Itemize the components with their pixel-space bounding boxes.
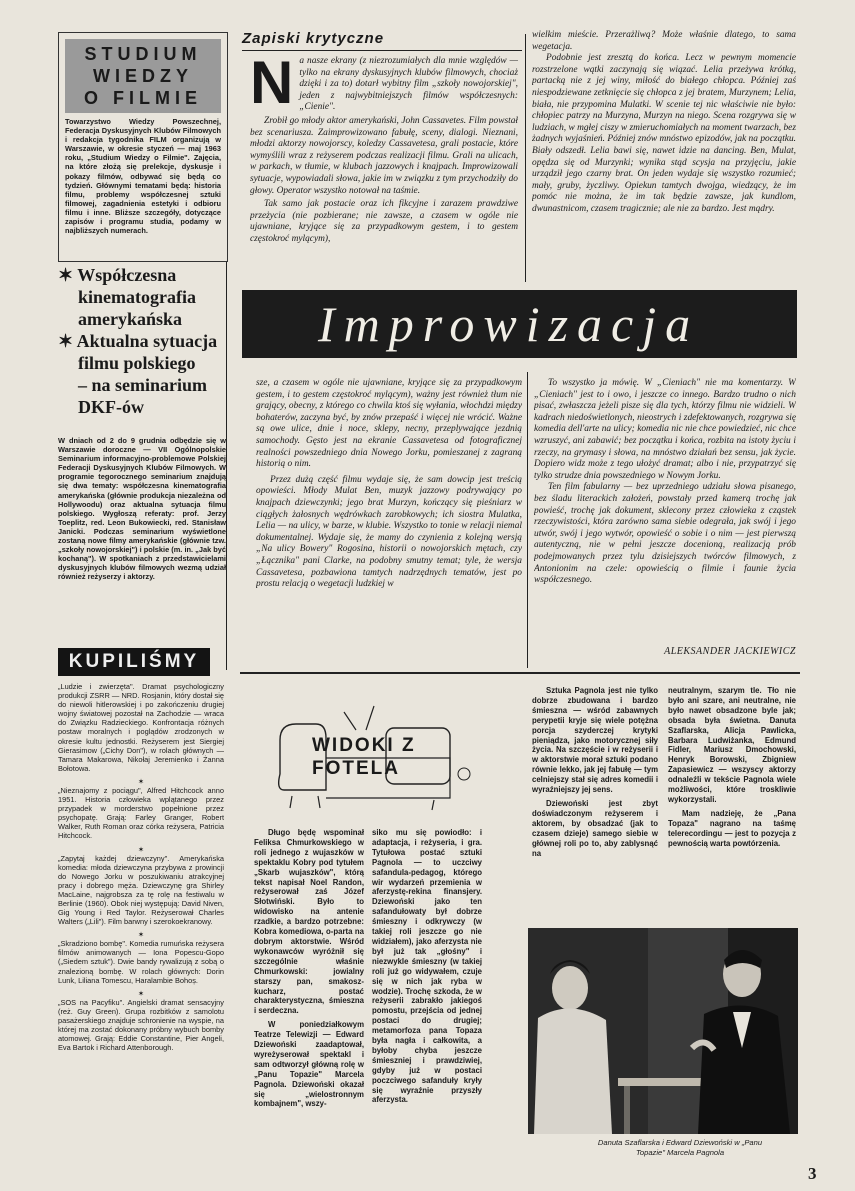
kupilismy-item: „Ludzie i zwierzęta". Dramat psychologiczny produkcji ZSRR — NRD. Rosjanin, który dostał się do niewoli hitlerowskiej i po zakończeniu drugiej wojny światowej pozostał na Zachodzie — wraca do Związku Radzieckiego. Konfrontacja różnych postaw moralnych i poglądów zrodzonych w okresie kultu jednostki. Reżyserem jest Siergiej Gierasimow („Cichy Don"), w rolach głównych — Tamara Makarowa, Nikołaj Jeremienko i Żanna Bołotowa.: [58, 682, 224, 773]
paragraph: Sztuka Pagnola jest nie tylko dobrze zbudowana i bardzo śmieszna — wśród zabawnych perypetii kryje się wiele potężna porcja szyderczej krytyki pieniądza, jako motorycznej siły życia. Na szczęście i w reżyserii i w aktorstwie morał sztuki podano równie lekko, jak jej fabułę — tym celniejszy stał się adres komedii i wyraźniejszy jej sens.: [532, 686, 658, 795]
drop-cap: N: [250, 56, 294, 116]
zapiski-column-1: [250, 56, 518, 288]
kupilismy-banner: [58, 648, 210, 676]
paragraph: W poniedziałkowym Teatrze Telewizji — Edward Dziewoński zaadaptował, wyreżyserował spektakl i sam odtworzył główną rolę w „Panu Topazie" Marcela Pagnola. Dziewoński okazał się „wielostronnym kombajnem", wszy-: [254, 1020, 364, 1109]
zapiski-header: [242, 30, 522, 51]
widoki-column-3: [532, 686, 658, 924]
studium-title-line-3: O FILMIE: [84, 88, 202, 108]
improwizacja-title: Improwizacja: [318, 296, 700, 352]
zapiski-column-2: [532, 30, 796, 288]
scene-photo: [528, 928, 798, 1134]
paragraph: neutralnym, szarym tle. Tło nie było ani szare, ani neutralne, nie było nawet obsadzone byle jak; obsada była świetna. Danuta Szaflarska, Alicja Pawlicka, Barbara Ludwiżanka, Edmund Fidler, Mariusz Dmochowski, Henryk Borowski, Zbigniew Zapasiewicz — wszyscy aktorzy odnaleźli w tekście Pagnola wiele możliwości, które troskliwie wykorzystali.: [668, 686, 796, 804]
kupilismy-item: „Skradziono bombę". Komedia rumuńska reżysera filmów animowanych — Iona Popescu-Gopo („Siedem sztuk"). Dwie bandy rywalizują z sobą o znalezioną bombę. W rolach głównych: Dorin Lunk, Liliana Tomescu, Haralambie Bohoș.: [58, 939, 224, 985]
seminar-headline-line-3: amerykańska: [78, 309, 183, 329]
improwizacja-banner: [242, 290, 797, 358]
paragraph: Podobnie jest zresztą do końca. Lecz w pewnym momencie rozstrzelone wątki zaczynają się wiązać. Lelia przeżywa krótką, partacką nie z jej winy, miłość do białego chłopca. Później zaś niespodziewane zetknięcie się chłopca z jej bratem, Murzynem; Lelia, biała, nie przypomina Mulatki. W scenie tej nic właściwie nie było: chłopiec patrzy na Murzyna, Murzyn na niego. Scena rozgrywa się w ludziach, w mgłej ciszy w zmieruchomiałych na moment twarzach, bez żadnych wyjaśnień. Później znów mnóstwo epizodów, jak na początku. Biały odszedł. Lelia bawi się, nawet idzie na dancing. Ben, Mulat, opędza się od Murzynki; wynika stąd scysja na przyjęciu, jakie urządził jego czarny brat. On jeden wydaje się wszystko rozumieć; mały, gruby, życzliwy. Opiekun tamtych dwojga, wiedzący, że im pomóc nie można, że im tak będzie zawsze, jak kundlom, dwunastnicom, czasem tragicznie; ale nie za bardzo. Jest mądry.: [532, 53, 796, 214]
star-icon: ✶: [58, 265, 78, 285]
star-icon: ✶: [137, 930, 145, 940]
left-column-rule: [226, 262, 227, 670]
seminar-headline-line-7: DKF-ów: [78, 397, 144, 417]
kupilismy-item: „SOS na Pacyfiku". Angielski dramat sensacyjny (reż. Guy Green). Grupa rozbitków z samolotu pasażerskiego znajduje schronienie na wyspie, na której ma zostać dokonany próbny wybuch bomby atomowej. Grają: Eddie Constantine, Pier Angeli, Eva Bartok i Richard Attenborough.: [58, 997, 224, 1053]
seminar-headline-line-2: kinematografia: [78, 287, 196, 307]
seminar-headline-line-4: ✶ Aktualna sytuacja: [58, 331, 218, 351]
paragraph: Ten film fabularny — bez uprzedniego udziału słowa pisanego, bez śladu literackich założeń, powstały przed kamerą trochę jak powieść, trochę jak dokument, sklecony przez człowieka z cząstek rzeczywistości, która zarówno sama siebie odegrała, jak swój i jego utwór, swój i jego wytwór, opowieść o sobie i o nim — jest pierwszą autentyczną, nie w pełni jeszcze docenioną, realizacją prób podejmowanych przez tylu dzisiejszych twórców filmowych, z Antonionim na czele: opowieścią o filmie i faunie życia współczesnego.: [534, 482, 796, 586]
widoki-column-4: [668, 686, 796, 924]
seminar-headline: [58, 264, 226, 418]
page-number: 3: [808, 1164, 817, 1183]
seminar-headline-line-1: ✶ Współczesna: [58, 265, 177, 285]
improwizacja-column-2: [534, 378, 796, 640]
paragraph: sze, a czasem w ogóle nie ujawniane, kryjące się za przypadkowym gestem, i to gestem częstokroć mylącym), ważny jest również tłum nie grający, obecny, z którego co chwila ktoś się wyłania, włochdzi między bohaterów, zaczyna być, by znów przepaść i więcej nie wrócić. Ważne są owe ulice, dnie i noce, sklepy, necny, przeplywające jezdnią samochody. Gęsto jest na ekranie Cassavetesa od fotograficznej realności powszedniego dnia Nowego Jorku, pomieszanej z zagraną historią o nim.: [256, 378, 522, 470]
photo-illustration: [528, 928, 798, 1134]
kupilismy-title: KUPILIŚMY: [68, 651, 200, 672]
column-rule: [527, 372, 528, 668]
widoki-logo-text: WIDOKI Z FOTELA: [312, 735, 416, 779]
section-title: Zapiski krytyczne: [242, 30, 385, 47]
paragraph: Długo będę wspominał Feliksa Chmurkowskiego w roli jednego z wujaszków w spektaklu Kobry pod tytułem „Skarb wujaszków", którą tekst napisał Noel Randon, reżyserował zaś Józef Słotwiński. Było to widowisko na antenie rzadkie, a bardzo potrzebne: Kobra komediowa, o-parta na dobrym aktorstwie. Wśród wykonawców wyróżnił się szczególnie właśnie Chmurkowski: jowialny starszy pan, smakosz-kucharz, postać charakterystyczna, śmieszna i serdeczna.: [254, 828, 364, 1016]
paragraph: To wszystko ja mówię. W „Cieniach" nie ma komentarzy. W „Cieniach" jest to i owo, i jeszcze co innego. Bardzo trudno o nich pisać, zwłaszcza jeżeli pisze się dla tych, którzy filmu nie widzieli. W kadrach niedoświetlonych, nieostrych i zdefektowanych, rozgrywa się komedia dell'arte na ulicy; komedia nic nie chce powiedzieć, nic chce wzruszyć, ani zabawić; bez początku i końca, rozbita na istoty życiu i rzeczy, na grymasy i słowa, na mnóstwo działań bez sensu, jak życie. Dopiero widz może z tego ułożyć dramat; albo i nie, przypatrzyć się tylko strudze dnia powszedniego w Nowym Jorku.: [534, 378, 796, 481]
studium-body: Towarzystwo Wiedzy Powszechnej, Federacja Dyskusyjnych Klubów Filmowych i redakcja tygodnika FILM organizują w Warszawie, w okresie styczeń — maj 1963 roku, „Studium Wiedzy o Filmie". Zajęcia, na które złożą się prelekcje, dyskusje i pokazy filmów, odbywać się będą co tydzień. Głównymi tematami będą: historia filmu, problemy współczesnej sztuki filmowej, zagadnienia estetyki i odbioru filmu i inne. Bliższe szczegóły, dotyczące zapisów i programu studia, podamy w najbliższych numerach.: [65, 117, 221, 236]
studium-title-line-1: STUDIUM: [84, 44, 202, 64]
seminar-headline-line-5: filmu polskiego: [78, 353, 196, 373]
photo-caption: Danuta Szaflarska i Edward Dziewoński w „Panu Topazie" Marcela Pagnola: [597, 1138, 763, 1157]
widoki-column-2: [372, 828, 482, 1172]
paragraph: Zrobił go młody aktor amerykański, John Cassavetes. Film powstał bez scenariusza. Zaimprowizowano fabułę, sceny, dialogi. Nieznani, młodzi aktorzy nowojorscy, koledzy Cassavetesa, grali postacie, które wymyślili wraz z reżyserem podczas realizacji filmu. Grali na ulicach, w parkach, w tłumie, w klubach jazzowych i knajpach. Improwizowali sytuacje, wypowiadali słowa, jakie im w związku z tym przychodziły do głowy. Operator wszystko notował na taśmie.: [250, 115, 518, 196]
seminar-headline-line-6: – na seminarium: [78, 375, 208, 395]
improwizacja-column-1: [256, 378, 522, 668]
studium-box: [58, 32, 228, 262]
lead-paragraph: a nasze ekrany (z niezrozumiałych dla mnie względów — tylko na ekrany dyskusyjnych klubów filmowych, chociaż dzięki i za to) dotarł wybitny film „szkoły nowojorskiej", jeden z najwybitniejszych filmów współczesnych: „Cienie".: [299, 56, 518, 113]
seminar-body: W dniach od 2 do 9 grudnia odbędzie się w Warszawie doroczne — VII Ogólnopolskie Seminarium informacyjno-problemowe Polskiej Federacji Dyskusyjnych Klubów Filmowych. W programie tegorocznego seminarium znajdują się dwa tematy: współczesna kinematografia amerykańska (głównie produkcja niezależna od Hollywoodu) oraz aktualna sytuacja filmu polskiego. Wygłoszą referaty: prof. Jerzy Toeplitz, red. Leon Bukowiecki, red. Stanisław Janicki. Podczas seminarium wyświetlone zostaną nowe filmy amerykańskie (głównie tzw. „szkoły nowojorskiej") i polskie (m. in. „Jak być kochaną"). W spotkaniach z przedstawicielami dyskusyjnych klubów filmowych wezmą udział również reżyserzy i aktorzy.: [58, 436, 226, 582]
paragraph: Tak samo jak postacie oraz ich fikcyjne i zarazem prawdziwe przeżycia (nie pozbierane; nie zawsze, a czasem w ogóle nie ujawniane, kryjące się za przypadkowym gestem, i to gestem częstokroć mylącym),: [250, 199, 518, 244]
column-rule: [525, 34, 526, 282]
widoki-logo: [274, 700, 474, 812]
studium-title-block: [65, 39, 221, 113]
widoki-column-1: [254, 828, 364, 1172]
star-icon: ✶: [58, 331, 77, 351]
section-divider: [240, 672, 800, 674]
paragraph: wielkim mieście. Przerażliwą? Może właśnie dlatego, to sama wegetacja.: [532, 30, 796, 52]
kupilismy-item: „Zapytaj każdej dziewczyny". Amerykańska komedia: młoda dziewczyna przybywa z prowincji do Nowego Jorku w poszukiwaniu atrakcyjnej pracy i dobrego męża. Dziewczynę gra Shirley MacLaine, najgrobsza za tę rolę na festiwalu w Berlinie (1960). Obok niej występują: David Niven, Gig Young i Red Taylor. Reżyserował Charles Walters („Lili"). Film barwny i szerokoekranowy.: [58, 853, 224, 927]
kupilismy-item: „Nieznajomy z pociągu", Alfred Hitchcock anno 1951. Historia człowieka wplątanego przez przypadek w morderstwo popełnione przez psychopatę. Grają: Farley Granger, Robert Walker, Ruth Roman oraz córka reżysera, Patricia Hitchcock.: [58, 785, 224, 841]
star-icon: ✶: [137, 988, 145, 998]
star-icon: ✶: [137, 844, 145, 854]
paragraph: Mam nadzieję, że „Pana Topaza" nagrano na taśmę telerecordingu — jest to pozycja z pewnością warta powtórzenia.: [668, 808, 796, 848]
paragraph: Dziewoński jest zbyt doświadczonym reżyserem i aktorem, by obsadzać (jak to czasem dzieje) samego siebie w głównej roli po to, aby zablysnąć na: [532, 798, 658, 858]
star-icon: ✶: [137, 776, 145, 786]
kupilismy-list: [58, 682, 224, 1172]
paragraph: siko mu się powiodło: i adaptacja, i reżyseria, i gra. Tytułowa postać sztuki Pagnola — to uczciwy safandula-pedagog, którego wir wydarzeń przemienia w aferzystę-rekina finansjery. Dziewoński jako ten safandułowaty był dobrze śmieszny i odkrywczy (w takiej roli jeszcze go nie widziałem), jako aferzysta nie był już tak „głośny" i niezwykle śmieszny (w takiej roli już go widywałem, czuje się w nich jak ryba w wodzie). Trochę szkoda, że w reżyserii zabrakło jakiegoś pomostu, przejścia od jednej postaci do drugiej; metamorfoza pana Topaza była nagła i całkowita, a byłoby chyba jeszcze śmieszniej i prawdziwiej, gdyby już w postaci poczciwego safanduły kryły się wyraźnie przyszły aferzysta.: [372, 828, 482, 1105]
studium-title-line-2: WIEDZY: [93, 66, 193, 86]
author-signature: ALEKSANDER JACKIEWICZ: [664, 646, 796, 657]
paragraph: Przez dużą część filmu wydaje się, że sam dowcip jest treścią opowieści. Młody Mulat Ben, muzyk jazzowy podrywający po knajpach dziewczynki; jego brat Murzyn, kończący się pieśniarz w ciągłych żałosnych wędrówkach zarobkowych; ich siostra Mulatka, Lelia — na ulicy, w barze, w klubie. Wszystko to tonie w relacji niemal dokumentalnej. Wydaje się, że mamy do czynienia z kolejną wersją „Na ulicy Bowery" Rogosina, historii o nowojorskich mętach, czy „Łącznika" pani Clarke, na podobny smutny temat; tyle, że wersja Cassavetesa, pozbawiona tamtych nadrzędnych tematów, jest po prostu relacją o wegetacji ludzkiej w: [256, 474, 522, 590]
